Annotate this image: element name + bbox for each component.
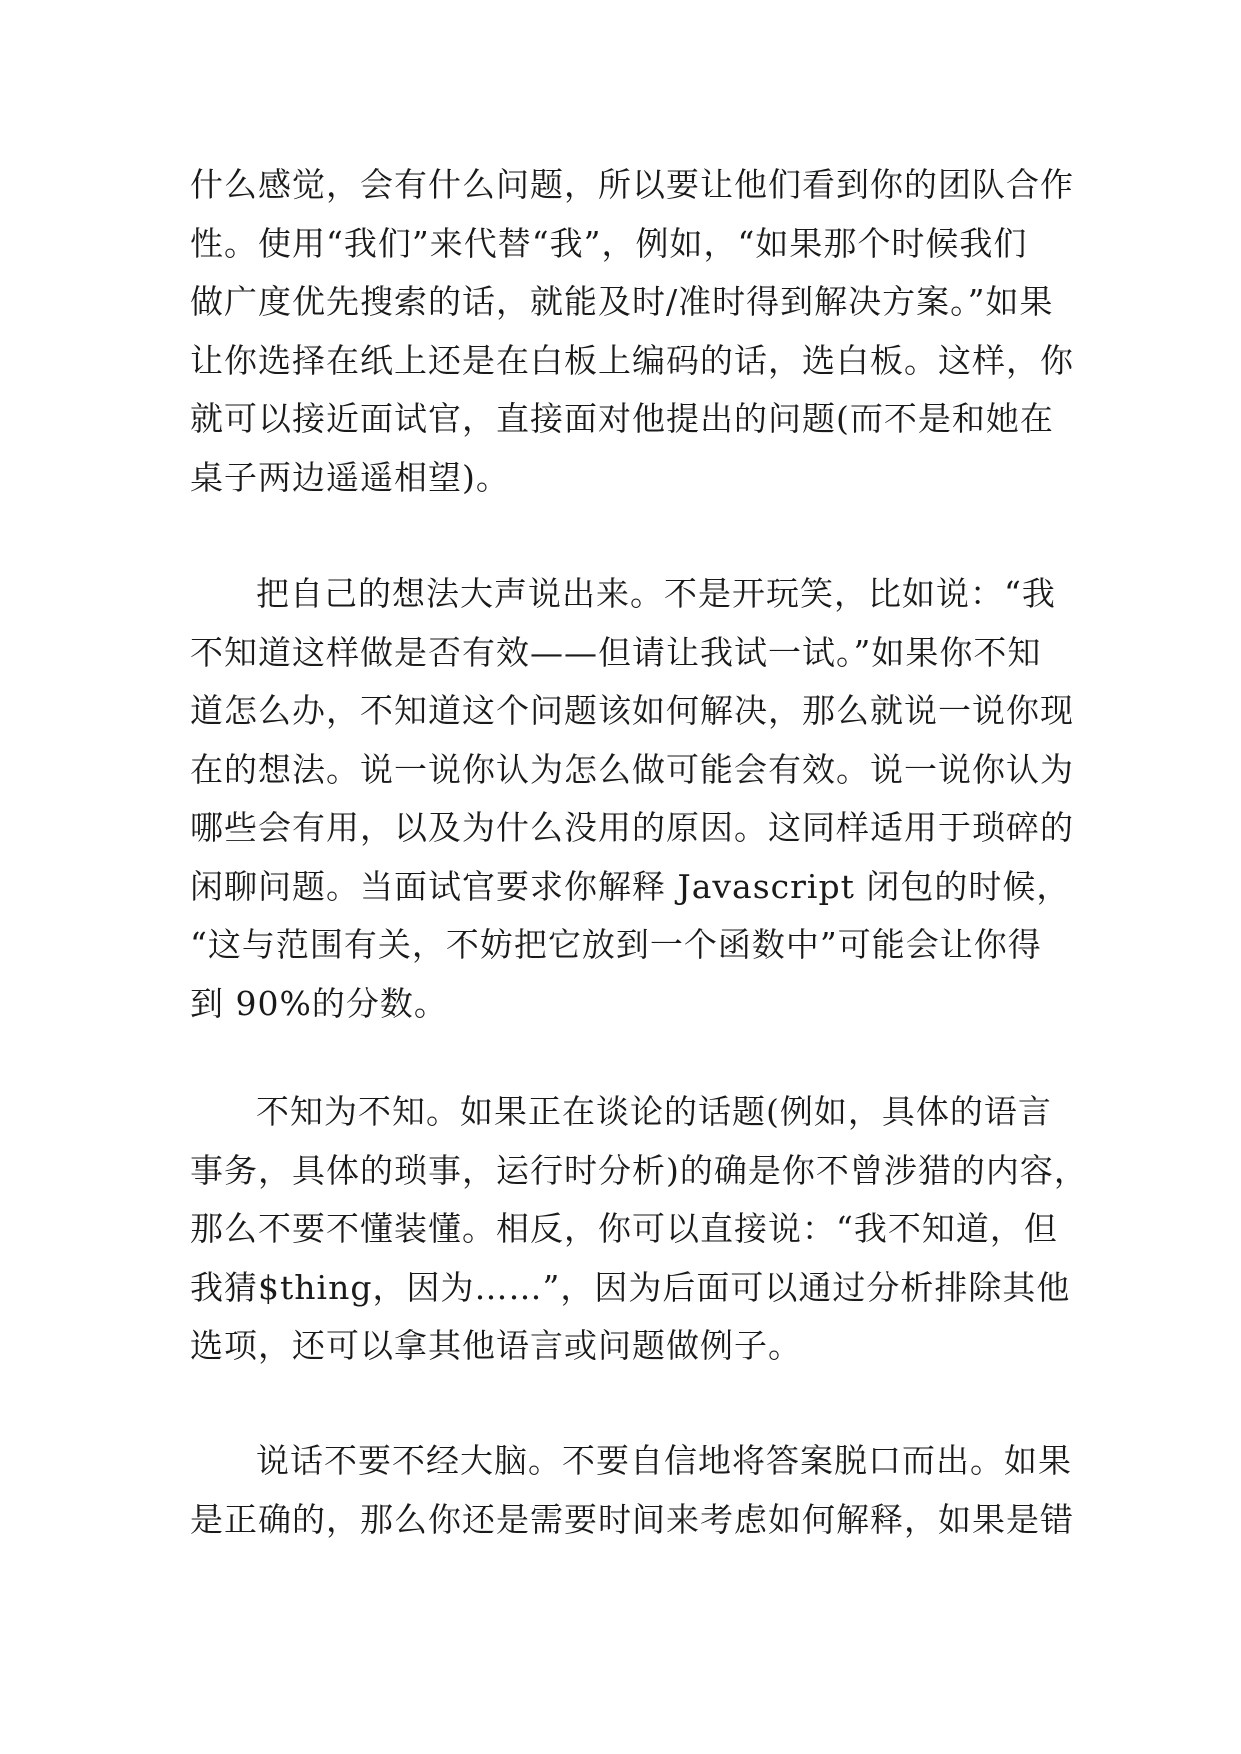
paragraph-2 (190, 565, 1074, 1033)
text-line: 是正确的，那么你还是需要时间来考虑如何解释，如果是错 (190, 1499, 1074, 1539)
paragraph-4 (190, 1432, 1074, 1549)
text-line: 让你选择在纸上还是在白板上编码的话，选白板。这样，你 (190, 340, 1074, 380)
text-line: 不知道这样做是否有效——但请让我试一试。”如果你不知 (190, 632, 1042, 672)
text-line: 做广度优先搜索的话，就能及时/准时得到解决方案。”如果 (190, 282, 1054, 321)
text-line: 不知为不知。如果正在谈论的话题(例如，具体的语言 (256, 1092, 1052, 1131)
paragraph-3 (190, 1083, 1088, 1376)
text-line: 就可以接近面试官，直接面对他提出的问题(而不是和她在 (190, 399, 1054, 438)
text-line: 那么不要不懂装懂。相反，你可以直接说：“我不知道，但 (190, 1209, 1058, 1248)
text-line: 把自己的想法大声说出来。不是开玩笑，比如说：“我 (256, 574, 1056, 613)
text-line: 选项，还可以拿其他语言或问题做例子。 (190, 1326, 802, 1365)
text-line: 哪些会有用，以及为什么没用的原因。这同样适用于琐碎的 (190, 808, 1074, 847)
text-line: 什么感觉，会有什么问题，所以要让他们看到你的团队合作 (190, 165, 1074, 204)
text-line: 闲聊问题。当面试官要求你解释 Javascript 闭包的时候， (190, 866, 1071, 906)
text-line: 到 90%的分数。 (190, 983, 448, 1023)
text-line: 在的想法。说一说你认为怎么做可能会有效。说一说你认为 (190, 749, 1074, 789)
paragraph-1 (190, 156, 1074, 507)
text-line: 桌子两边遥遥相望)。 (190, 457, 510, 497)
text-line: “这与范围有关，不妨把它放到一个函数中”可能会让你得 (190, 925, 1042, 964)
text-line: 性。使用“我们”来代替“我”，例如，“如果那个时候我们 (190, 223, 1028, 263)
text-line: 说话不要不经大脑。不要自信地将答案脱口而出。如果 (256, 1441, 1072, 1480)
text-line: 道怎么办，不知道这个问题该如何解决，那么就说一说你现 (190, 691, 1074, 730)
text-line: 事务，具体的琐事，运行时分析)的确是你不曾涉猎的内容， (190, 1150, 1088, 1190)
text-line: 我猜$thing，因为……”，因为后面可以通过分析排除其他 (190, 1267, 1071, 1307)
